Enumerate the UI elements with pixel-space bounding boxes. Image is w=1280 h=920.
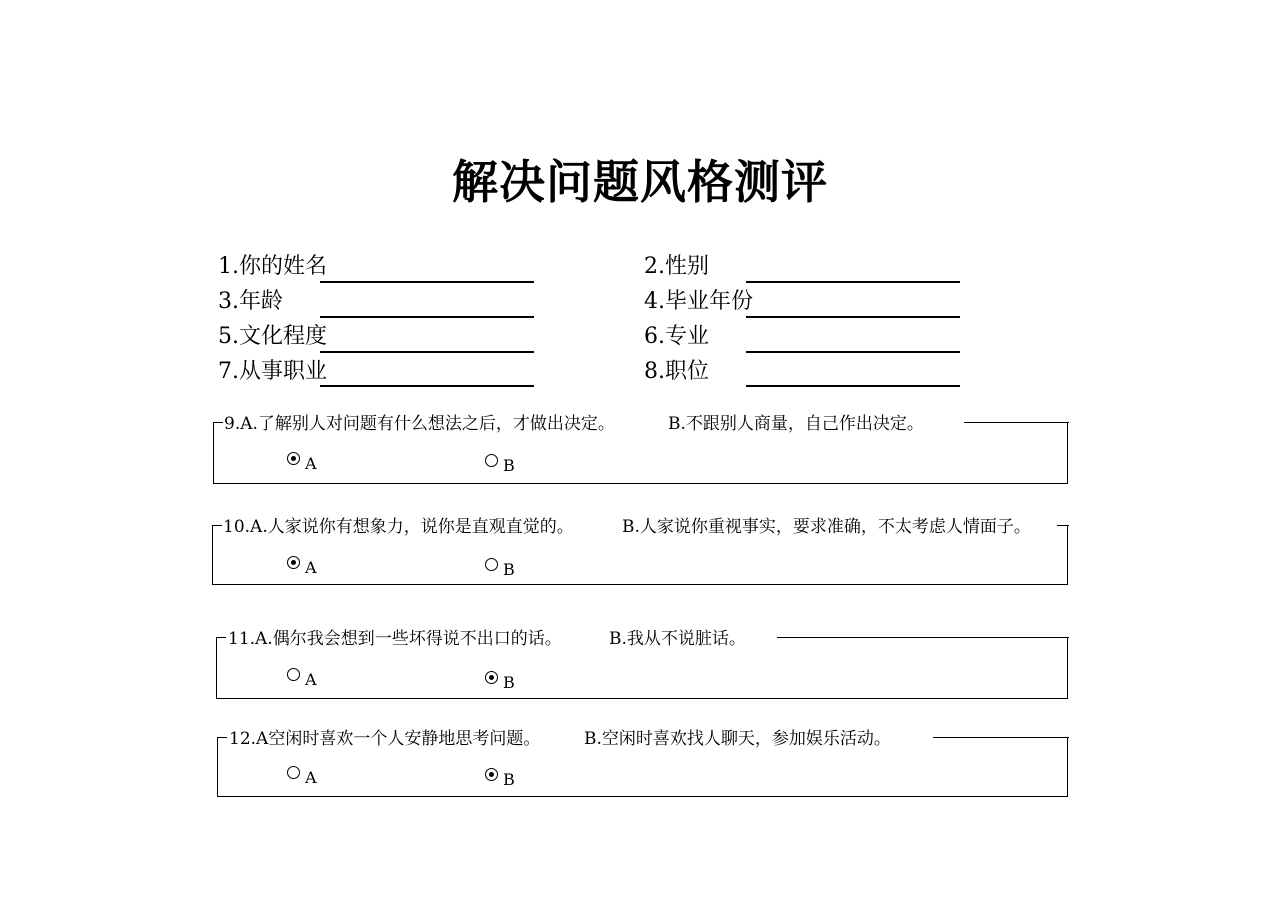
question-10-label-a: A <box>305 558 317 577</box>
box-border <box>777 637 1069 638</box>
question-11-label-a: A <box>305 670 317 689</box>
question-10-radio-b[interactable] <box>485 558 498 571</box>
position-input[interactable] <box>746 385 960 387</box>
field-label-age: 3.年龄 <box>218 289 283 314</box>
question-12-option-a-text: A空闲时喜欢一个人安静地思考问题。 <box>256 729 541 749</box>
question-12-label-b: B <box>503 770 515 789</box>
box-border <box>217 737 227 738</box>
occupation-input[interactable] <box>320 385 534 387</box>
field-label-gender: 2.性别 <box>644 254 709 279</box>
question-11-label-b: B <box>503 673 515 692</box>
question-10-label-b: B <box>503 560 515 579</box>
question-11-radio-b[interactable] <box>485 671 498 684</box>
page-title: 解决问题风格测评 <box>452 155 828 209</box>
question-12-radio-b[interactable] <box>485 768 498 781</box>
box-border <box>213 422 223 423</box>
question-10-radio-a[interactable] <box>287 556 300 569</box>
question-11-option-a-text: A.偶尔我会想到一些坏得说不出口的话。 <box>255 629 562 649</box>
question-9-text: 9.A.了解别人对问题有什么想法之后，才做出决定。 <box>224 414 615 434</box>
gender-input[interactable] <box>746 281 960 283</box>
graduation-year-input[interactable] <box>746 316 960 318</box>
question-12-label-a: A <box>305 768 317 787</box>
question-11-radio-a[interactable] <box>287 668 300 681</box>
question-10-text: 10.A.人家说你有想象力，说你是直观直觉的。 <box>223 517 574 537</box>
major-input[interactable] <box>746 351 960 353</box>
box-border <box>216 637 226 638</box>
question-11-text: 11.A.偶尔我会想到一些坏得说不出口的话。 <box>228 629 562 649</box>
question-9-label-b: B <box>503 456 515 475</box>
field-label-major: 6.专业 <box>644 324 709 349</box>
education-input[interactable] <box>320 351 534 353</box>
name-input[interactable] <box>320 281 534 283</box>
field-label-position: 8.职位 <box>644 359 709 384</box>
question-9-label-a: A <box>305 454 317 473</box>
box-border <box>212 525 222 526</box>
box-border <box>964 422 1069 423</box>
box-border <box>933 737 1069 738</box>
question-12-option-b-text: B.空闲时喜欢找人聊天，参加娱乐活动。 <box>584 729 891 749</box>
question-10-option-a-text: A.人家说你有想象力，说你是直观直觉的。 <box>250 517 574 537</box>
field-label-graduation-year: 4.毕业年份 <box>644 289 753 314</box>
box-border <box>1057 525 1069 526</box>
question-9-radio-b[interactable] <box>485 454 498 467</box>
question-9-option-b-text: B.不跟别人商量，自己作出决定。 <box>668 414 924 434</box>
question-12-radio-a[interactable] <box>287 766 300 779</box>
age-input[interactable] <box>320 316 534 318</box>
field-label-name: 1.你的姓名 <box>218 254 327 279</box>
question-12-text: 12.A空闲时喜欢一个人安静地思考问题。 <box>229 729 541 749</box>
field-label-occupation: 7.从事职业 <box>218 359 327 384</box>
question-9-option-a-text: A.了解别人对问题有什么想法之后，才做出决定。 <box>240 414 615 434</box>
question-11-option-b-text: B.我从不说脏话。 <box>609 629 746 649</box>
question-10-option-b-text: B.人家说你重视事实，要求准确，不太考虑人情面子。 <box>622 517 1031 537</box>
question-9-radio-a[interactable] <box>287 452 300 465</box>
field-label-education: 5.文化程度 <box>218 324 327 349</box>
